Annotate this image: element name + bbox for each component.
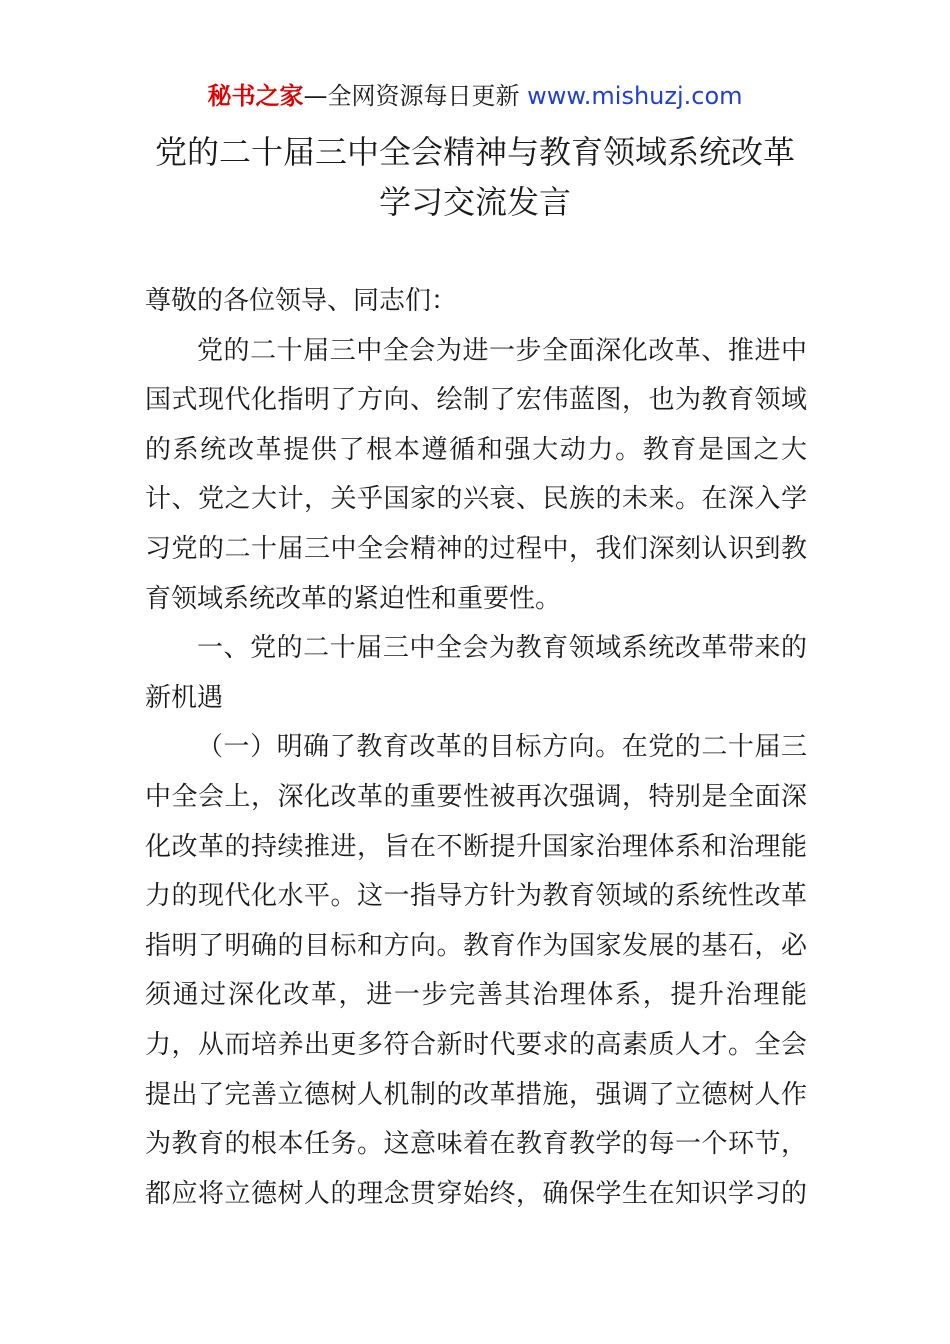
paragraph-line: 习党的二十届三中全会精神的过程中，我们深刻认识到教: [145, 533, 807, 564]
paragraph-line: 国式现代化指明了方向、绘制了宏伟蓝图，也为教育领域: [145, 385, 807, 416]
paragraph-line: 的系统改革提供了根本遵循和强大动力。教育是国之大: [145, 434, 807, 465]
header-tagline: —全网资源每日更新: [303, 82, 520, 110]
paragraph-line: 须通过深化改革，进一步完善其治理体系，提升治理能: [145, 980, 807, 1011]
paragraph-line: 化改革的持续推进，旨在不断提升国家治理体系和治理能: [145, 831, 807, 862]
site-header: [0, 80, 950, 112]
document-title: [0, 127, 950, 227]
brand-name: 秘书之家: [207, 82, 304, 110]
paragraph-line: 指明了明确的目标和方向。教育作为国家发展的基石，必: [145, 930, 807, 961]
paragraph-line: 为教育的根本任务。这意味着在教育教学的每一个环节，: [145, 1129, 807, 1160]
title-line-1: 党的二十届三中全会精神与教育领域系统改革: [154, 133, 795, 171]
title-line-2: 学习交流发言: [378, 183, 571, 221]
paragraph-line: 育领域系统改革的紧迫性和重要性。: [145, 583, 562, 614]
paragraph-line: 力的现代化水平。这一指导方针为教育领域的系统性改革: [145, 881, 807, 912]
section-heading-line: 一、党的二十届三中全会为教育领域系统改革带来的: [197, 633, 807, 664]
paragraph-line: 中全会上，深化改革的重要性被再次强调，特别是全面深: [145, 781, 807, 812]
section-heading-line: 新机遇: [145, 682, 224, 713]
paragraph-line: （一）明确了教育改革的目标方向。在党的二十届三: [197, 732, 807, 763]
paragraph-line: 力，从而培养出更多符合新时代要求的高素质人才。全会: [145, 1029, 807, 1060]
paragraph-line: 党的二十届三中全会为进一步全面深化改革、推进中: [197, 335, 807, 366]
document-body: [145, 277, 807, 1219]
paragraph-line: 计、党之大计，关乎国家的兴衰、民族的未来。在深入学: [145, 484, 807, 515]
salutation: 尊敬的各位领导、同志们：: [145, 286, 458, 316]
paragraph-line: 提出了完善立德树人机制的改革措施，强调了立德树人作: [145, 1079, 807, 1110]
site-url-link[interactable]: www.mishuzj.com: [527, 82, 743, 110]
paragraph-line: 都应将立德树人的理念贯穿始终，确保学生在知识学习的: [145, 1178, 807, 1209]
